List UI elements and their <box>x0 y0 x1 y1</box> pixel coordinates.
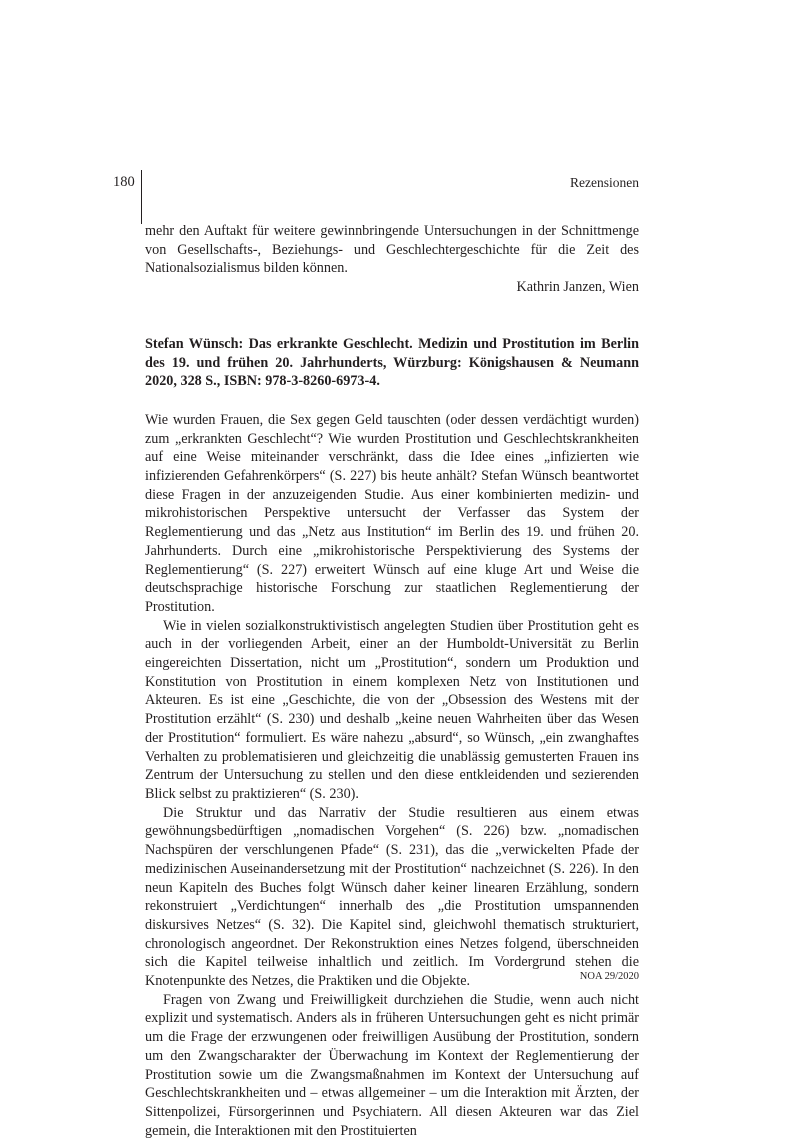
book-citation: Stefan Wünsch: Das erkrankte Geschlecht. Medizin und Prostitution im Berlin des 19. und frühen 20. Jahrhunderts, Würzburg: Königshausen & Neumann 2020, 328 S., ISBN: 978-3-8260-6973-4. <box>145 335 639 390</box>
page-content <box>145 222 639 1140</box>
reviewer-signature: Kathrin Janzen, Wien <box>516 279 639 296</box>
review-paragraph-3: Die Struktur und das Narrativ der Studie resultieren aus einem etwas gewöhnungsbedürftigen „nomadischen Vorgehen“ (S. 226) bzw. „nomadischen Nachspüren der verschlungenen Pfade“ (S. 231), das die „verwickelten Pfade der medizinischen Auseinandersetzung mit der Prostitution“ nachzeichnet (S. 226). In den neun Kapiteln des Buches folgt Wünsch daher keiner linearen Erzählung, sondern rekonstruiert „Verdichtungen“ innerhalb des „die Prostitution umspannenden diskursives Netzes“ (S. 32). Die Kapitel sind, gleichwohl thematisch strukturiert, chronologisch angeordnet. Der Rekonstruktion eines Netzes folgend, überschneiden sich die Kapitel teilweise inhaltlich und zeitlich. Im Vordergrund stehen die Knotenpunkte des Netzes, die Praktiken und die Objekte. <box>145 804 639 990</box>
running-head: Rezensionen <box>570 175 639 190</box>
journal-footer: NOA 29/2020 <box>579 971 639 982</box>
review-paragraph-2: Wie in vielen sozialkonstruktivistisch angelegten Studien über Prostitution geht es auch in der vorliegenden Arbeit, einer an der Humboldt-Universität zu Berlin eingereichten Dissertation, nicht um „Prostitution“, sondern um Produktion und Konstitution von Prostitution in einem komplexen Netz von Institutionen und Akteuren. Es ist eine „Geschichte, die von der „Obsession des Westens mit der Prostitution erzählt“ (S. 230) und deshalb „keine neuen Wahrheiten über das Wesen der Prostitution“ formuliert. Es wäre nahezu „absurd“, so Wünsch, „ein zwanghaftes Verhalten zu problematisieren und gleichzeitig die unablässig gemusterten Frauen ins Zentrum der Untersuchung zu stellen und den diese entkleidenden und sezierenden Blick selbst zu praktizieren“ (S. 230). <box>145 617 639 802</box>
review-paragraph-4: Fragen von Zwang und Freiwilligkeit durchziehen die Studie, wenn auch nicht explizit und systematisch. Anders als in früheren Untersuchungen geht es nicht primär um die Frage der erzwungenen oder freiwilligen Ausübung der Prostitution, sondern um den Zwangscharakter der Überwachung im Kontext der Reglementierung der Prostitution sowie um die Zwangsmaßnahmen im Kontext der Untersuchung auf Geschlechtskrankheiten und – etwas allgemeiner – um die Interaktion mit Ärzten, der Sittenpolizei, Fürsorgerinnen und Psychiatern. All diesen Akteuren war das Ziel gemein, die Interaktionen mit den Prostituierten <box>145 991 639 1139</box>
page-number: 180 <box>113 174 135 190</box>
header-rule <box>141 170 142 224</box>
review-paragraph-1: Wie wurden Frauen, die Sex gegen Geld tauschten (oder dessen verdächtigt wurden) zum „erkrankten Geschlecht“? Wie wurden Prostitution und Geschlechtskrankheiten auf eine Weise miteinander verschränkt, dass die Idee eines „infizierten wie infizierenden Gefahrenkörpers“ (S. 227) bis heute anhält? Stefan Wünsch beantwortet diese Fragen in der anzuzeigenden Studie. Aus einer kombinierten medizin- und mikrohistorischen Perspektive untersucht der Verfasser das System der Reglementierung und das „Netz aus Institution“ im Berlin des 19. und frühen 20. Jahrhunderts. Durch eine „mikrohistorische Perspektivierung des Systems der Reglementierung“ (S. 227) erweitert Wünsch auf eine kluge Art und Weise die deutschsprachige historische Forschung zur staatlichen Reglementierung der Prostitution. <box>145 411 639 615</box>
previous-review-closing: mehr den Auftakt für weitere gewinnbringende Untersuchungen in der Schnittmenge von Gesellschafts-, Beziehungs- und Geschlechtergeschichte für die Zeit des Nationalsozialismus bilden können. <box>145 223 639 277</box>
